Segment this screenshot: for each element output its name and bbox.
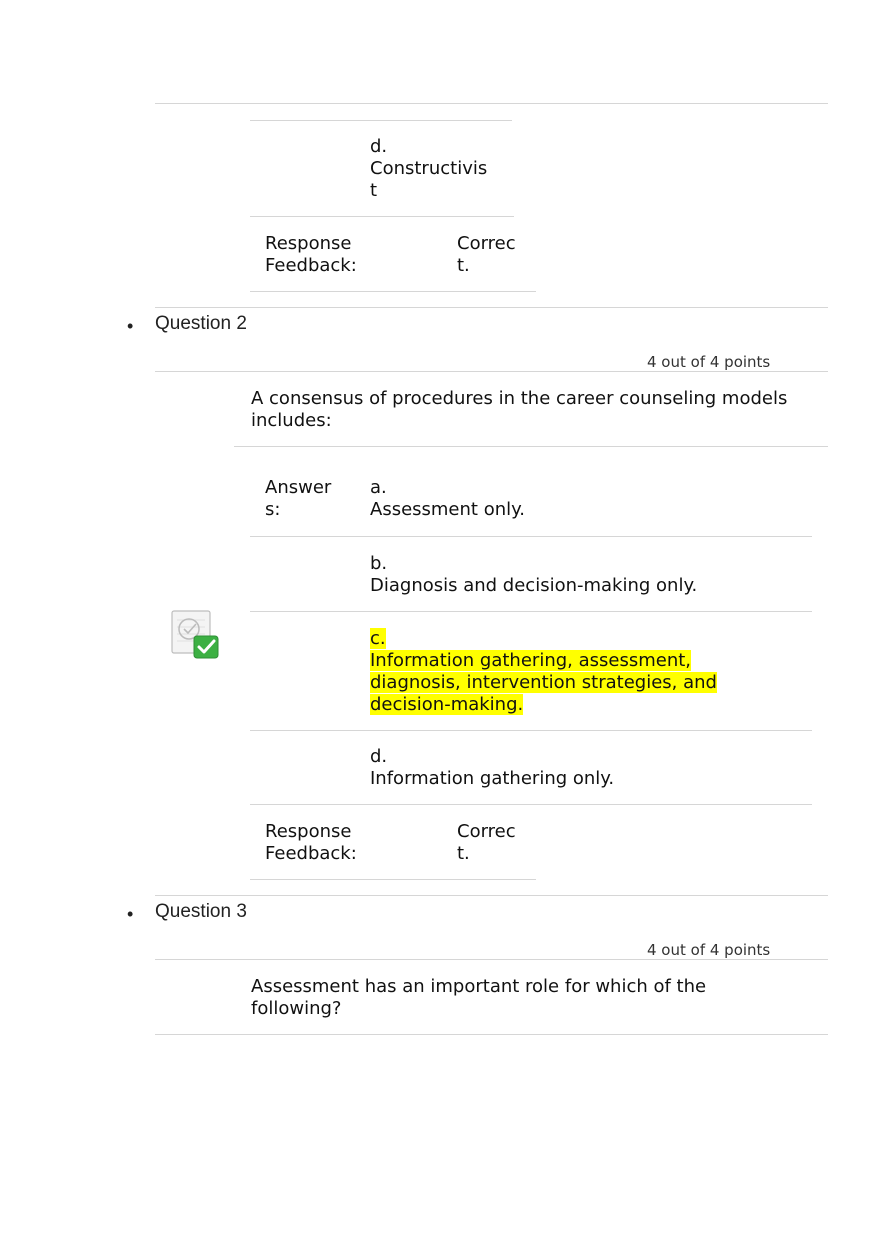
divider-before-q3 [155, 895, 828, 896]
divider-q2-option-a [250, 536, 812, 537]
q2-option-a [370, 477, 525, 521]
q2-option-d-text: Information gathering only. [370, 768, 615, 789]
q1-feedback-label-line1: Response [265, 233, 352, 254]
q2-prompt [251, 388, 821, 432]
q1-option-d-letter: d. [370, 136, 388, 157]
q1-option-d-text-line2: t [370, 180, 378, 201]
q3-points: 4 out of 4 points [647, 941, 771, 959]
q2-option-c-text-line1: Information gathering, assessment, [370, 650, 692, 671]
q2-option-c-text-line2: diagnosis, intervention strategies, and [370, 672, 717, 693]
divider-q3-prompt-bottom [155, 1034, 828, 1035]
divider-top [155, 103, 828, 104]
q2-answers-label-line2: s: [265, 499, 281, 520]
divider-q1-feedback-bottom [250, 291, 536, 292]
q1-option-d-text-line1: Constructivis [370, 158, 488, 179]
q3-title[interactable]: Question 3 [155, 901, 247, 922]
divider-q2-prompt-bottom [234, 446, 828, 447]
q2-feedback-label-line2: Feedback: [265, 843, 357, 864]
q1-option-d [370, 136, 487, 202]
q3-prompt [251, 976, 821, 1020]
q1-feedback-value-line1: Correc [457, 233, 516, 254]
q2-feedback-value-line1: Correc [457, 821, 516, 842]
q2-option-b-letter: b. [370, 553, 388, 574]
q2-prompt-line1: A consensus of procedures in the career counseling models [251, 388, 788, 409]
q2-answers-label-line1: Answer [265, 477, 332, 498]
q2-option-c-letter: c. [370, 628, 386, 649]
q3-prompt-line1: Assessment has an important role for which of the [251, 976, 707, 997]
bullet-icon: • [127, 904, 134, 924]
divider-q2-option-b [250, 611, 812, 612]
q3-prompt-line2: following? [251, 998, 342, 1019]
correct-answer-icon [170, 608, 222, 660]
divider-q2-option-d [250, 804, 812, 805]
q2-title[interactable]: Question 2 [155, 313, 247, 334]
q2-option-d [370, 746, 614, 790]
q2-feedback-value-line2: t. [457, 843, 470, 864]
q2-feedback-label [265, 821, 357, 865]
q2-option-a-letter: a. [370, 477, 387, 498]
divider-q1-option-d-top [250, 120, 512, 121]
bullet-icon: • [127, 316, 134, 336]
divider-q2-feedback-bottom [250, 879, 536, 880]
divider-before-q2 [155, 307, 828, 308]
q2-prompt-line2: includes: [251, 410, 332, 431]
divider-q3-prompt-top [155, 959, 828, 960]
divider-q1-feedback-top [250, 216, 514, 217]
q2-option-c-text-line3: decision-making. [370, 694, 524, 715]
divider-q2-option-c [250, 730, 812, 731]
q2-option-c [370, 628, 717, 716]
q2-option-a-text: Assessment only. [370, 499, 525, 520]
q2-points: 4 out of 4 points [647, 353, 771, 371]
q2-option-d-letter: d. [370, 746, 388, 767]
q1-feedback-label-line2: Feedback: [265, 255, 357, 276]
q1-feedback-value-line2: t. [457, 255, 470, 276]
divider-q2-prompt-top [155, 371, 828, 372]
q2-option-b [370, 553, 697, 597]
q2-answers-label [265, 477, 331, 521]
q2-feedback-value [457, 821, 516, 865]
q2-feedback-label-line1: Response [265, 821, 352, 842]
q1-feedback-label [265, 233, 357, 277]
q2-option-b-text: Diagnosis and decision-making only. [370, 575, 698, 596]
q1-feedback-value [457, 233, 516, 277]
